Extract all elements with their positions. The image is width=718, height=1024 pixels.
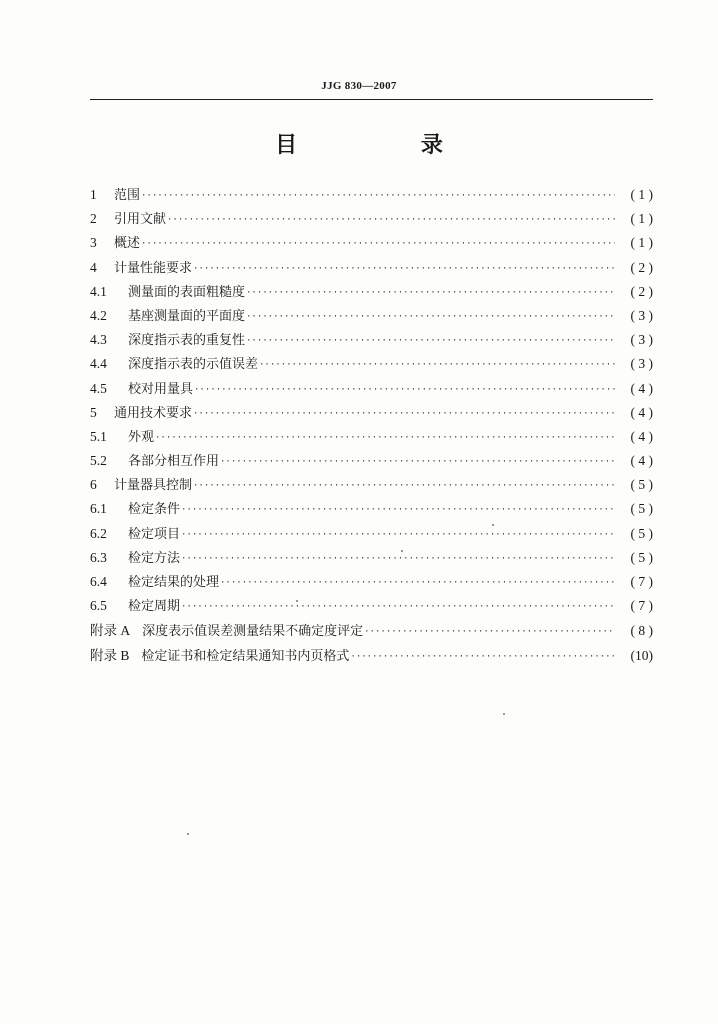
toc-entry[interactable] — [90, 523, 653, 547]
toc-entry[interactable] — [90, 619, 653, 643]
toc-entry-title: 检定项目 — [128, 526, 181, 542]
dot-leader — [181, 505, 615, 515]
dot-leader — [193, 481, 615, 491]
toc-entry-page: ( 1 ) — [630, 187, 653, 202]
toc-entry-title: 深度指示表的重复性 — [128, 333, 246, 349]
toc-entry-title: 测量面的表面粗糙度 — [128, 284, 246, 300]
toc-entry-page: ( 3 ) — [630, 356, 653, 372]
toc-entry[interactable] — [90, 305, 653, 329]
toc-entry-page: ( 1 ) — [630, 235, 653, 251]
dot-leader — [155, 433, 615, 443]
toc-entry-number: 6.1 — [90, 501, 107, 517]
dot-leader — [246, 312, 615, 322]
standard-code-header: JJG 830—2007 — [321, 80, 397, 92]
toc-entry-page: ( 3 ) — [630, 307, 653, 323]
toc-entry[interactable] — [90, 450, 653, 474]
toc-entry-title: 校对用量具 — [128, 381, 194, 397]
toc-entry-title: 深度指示表的示值误差 — [128, 357, 259, 373]
scan-speck — [401, 550, 403, 552]
toc-entry-number: 6.4 — [90, 574, 107, 589]
toc-entry-page: ( 4 ) — [630, 453, 653, 469]
toc-entry-number: 5.1 — [90, 428, 107, 444]
toc-entry-page: ( 2 ) — [630, 259, 653, 275]
toc-entry-title: 检定周期 — [128, 599, 181, 615]
dot-leader — [220, 457, 615, 467]
toc-entry-title: 范围 — [114, 188, 141, 203]
toc-entry-number: 4 — [90, 259, 97, 275]
dot-leader — [194, 385, 615, 395]
toc-entry[interactable] — [90, 644, 653, 668]
toc-entry-title: 检定结果的处理 — [128, 575, 220, 590]
toc-entry-title: 外观 — [128, 429, 155, 445]
toc-entry-page: ( 5 ) — [630, 501, 653, 517]
toc-entry-number: 6.5 — [90, 598, 107, 614]
dot-leader — [350, 652, 615, 662]
toc-entry-page: ( 5 ) — [630, 549, 653, 565]
toc-entry-number: 附录 A — [90, 623, 131, 639]
dot-leader — [141, 191, 615, 201]
toc-entry-title: 计量性能要求 — [114, 260, 193, 276]
toc-entry[interactable] — [90, 571, 653, 595]
toc-entry-page: ( 4 ) — [630, 428, 653, 444]
toc-entry[interactable] — [90, 595, 653, 619]
toc-entry[interactable] — [90, 426, 653, 450]
toc-entry[interactable] — [90, 378, 653, 402]
dot-leader — [193, 264, 615, 274]
dot-leader — [141, 239, 615, 249]
toc-entry-title: 通用技术要求 — [114, 405, 193, 421]
toc-entry-title: 引用文献 — [114, 212, 167, 228]
dot-leader — [167, 215, 615, 225]
toc-entry-number: 3 — [90, 235, 97, 251]
table-of-contents — [90, 184, 653, 668]
toc-entry-number: 4.4 — [90, 356, 107, 372]
toc-entry-page: ( 5 ) — [630, 525, 653, 541]
toc-entry-page: ( 1 ) — [630, 211, 653, 227]
toc-entry[interactable] — [90, 402, 653, 426]
toc-entry-number: 6.2 — [90, 525, 107, 541]
header-rule — [90, 99, 653, 100]
toc-entry[interactable] — [90, 232, 653, 256]
toc-entry-number: 5.2 — [90, 453, 107, 469]
toc-entry[interactable] — [90, 184, 653, 208]
toc-entry-title: 检定条件 — [128, 502, 181, 518]
toc-entry-page: ( 5 ) — [630, 477, 653, 493]
dot-leader — [220, 578, 615, 588]
scan-speck — [296, 600, 298, 602]
toc-entry-page: (10) — [630, 647, 653, 663]
toc-entry-page: ( 4 ) — [630, 404, 653, 420]
toc-entry-page: ( 2 ) — [630, 283, 653, 299]
toc-entry[interactable] — [90, 329, 653, 353]
toc-entry-title: 概述 — [114, 236, 141, 252]
toc-entry-title: 各部分相互作用 — [128, 454, 220, 470]
toc-entry-number: 5 — [90, 404, 97, 420]
page-title: 目 录 — [275, 133, 501, 158]
toc-entry-number: 6.3 — [90, 549, 107, 565]
dot-leader — [181, 602, 615, 612]
toc-entry-number: 4.2 — [90, 307, 107, 323]
toc-entry-title: 检定证书和检定结果通知书内页格式 — [141, 648, 350, 664]
toc-entry-number: 1 — [90, 187, 97, 202]
toc-entry[interactable] — [90, 208, 653, 232]
dot-leader — [364, 627, 615, 637]
toc-entry[interactable] — [90, 281, 653, 305]
toc-entry-number: 4.1 — [90, 283, 107, 299]
toc-entry-page: ( 4 ) — [630, 380, 653, 396]
dot-leader — [193, 409, 615, 419]
toc-entry-page: ( 7 ) — [630, 574, 653, 589]
scan-speck — [187, 833, 189, 835]
dot-leader — [246, 288, 615, 298]
toc-entry-page: ( 8 ) — [630, 623, 653, 639]
toc-entry-page: ( 7 ) — [630, 598, 653, 614]
scan-speck — [492, 524, 494, 526]
toc-entry-page: ( 3 ) — [630, 332, 653, 348]
toc-entry-number: 附录 B — [90, 647, 130, 663]
dot-leader — [181, 530, 615, 540]
toc-entry[interactable] — [90, 498, 653, 522]
toc-entry-title: 检定方法 — [128, 550, 181, 566]
toc-entry-number: 6 — [90, 477, 97, 493]
toc-entry-number: 2 — [90, 211, 97, 227]
toc-entry-title: 基座测量面的平面度 — [128, 308, 246, 324]
toc-entry[interactable] — [90, 257, 653, 281]
toc-entry-number: 4.3 — [90, 332, 107, 348]
toc-entry[interactable] — [90, 353, 653, 377]
toc-entry-title: 计量器具控制 — [114, 478, 193, 494]
dot-leader — [181, 554, 615, 564]
scan-speck — [503, 713, 505, 715]
dot-leader — [259, 360, 615, 370]
dot-leader — [246, 336, 615, 346]
toc-entry[interactable] — [90, 474, 653, 498]
toc-entry-number: 4.5 — [90, 380, 107, 396]
toc-entry[interactable] — [90, 547, 653, 571]
toc-entry-title: 深度表示值误差测量结果不确定度评定 — [142, 624, 364, 640]
